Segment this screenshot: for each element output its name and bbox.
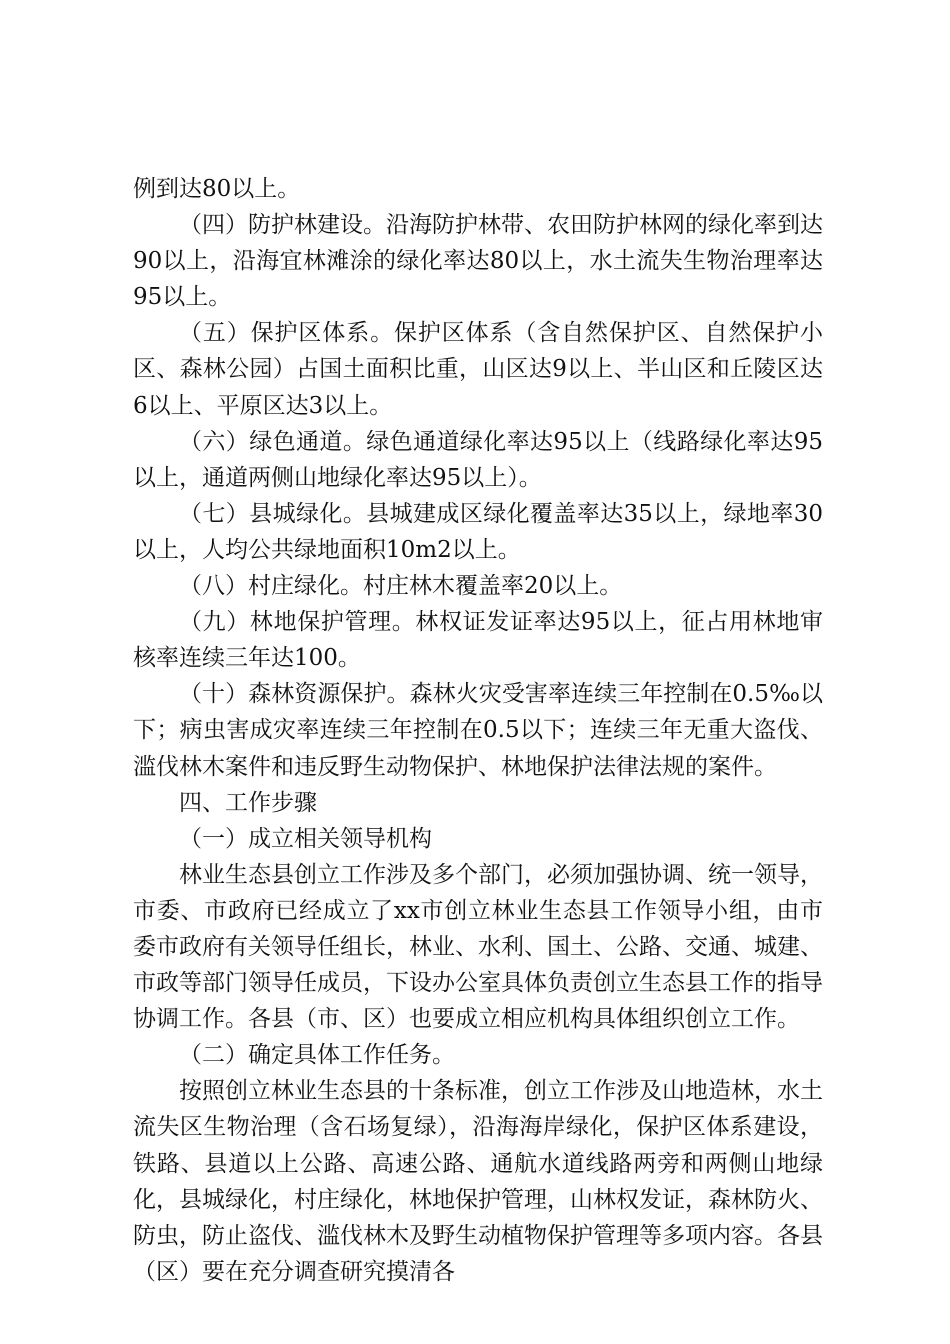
body-paragraph: （二）确定具体工作任务。: [179, 1042, 455, 1069]
body-paragraph: （十）森林资源保护。森林火灾受害率连续三年控制在0.5‰以下；病虫害成灾率连续三年控制在0.5以下；连续三年无重大盗伐、滥伐林木案件和违反野生动物保护、林地保护法律法规的案件。: [133, 681, 823, 780]
body-paragraph: （七）县城绿化。县城建成区绿化覆盖率达35以上，绿地率30以上，人均公共绿地面积10m2以上。: [133, 500, 823, 563]
body-paragraph: 四、工作步骤: [179, 789, 317, 816]
body-paragraph: （一）成立相关领导机构: [179, 825, 432, 852]
body-paragraph: （九）林地保护管理。林权证发证率达95以上，征占用林地审核率连续三年达100。: [133, 609, 823, 672]
body-paragraph: （八）村庄绿化。村庄林木覆盖率20以上。: [179, 573, 623, 600]
body-paragraph: 按照创立林业生态县的十条标准，创立工作涉及山地造林，水土流失区生物治理（含石场复绿），沿海海岸绿化，保护区体系建设，铁路、县道以上公路、高速公路、通航水道线路两旁和两侧山地绿化，县城绿化，村庄绿化，林地保护管理，山林权发证，森林防火、防虫，防止盗伐、滥伐林木及野生动植物保护管理等多项内容。各县（区）要在充分调查研究摸清各: [133, 1078, 823, 1285]
body-paragraph: 例到达80以上。: [133, 176, 301, 202]
body-paragraph: （六）绿色通道。绿色通道绿化率达95以上（线路绿化率达95以上，通道两侧山地绿化率达95以上）。: [133, 428, 823, 491]
body-paragraph: 林业生态县创立工作涉及多个部门，必须加强协调、统一领导，市委、市政府已经成立了xx市创立林业生态县工作领导小组，由市委市政府有关领导任组长，林业、水利、国土、公路、交通、城建、市政等部门领导任成员，下设办公室具体负责创立生态县工作的指导协调工作。各县（市、区）也要成立相应机构具体组织创立工作。: [133, 861, 823, 1033]
document-body: [133, 171, 823, 1290]
body-paragraph: （五）保护区体系。保护区体系（含自然保护区、自然保护小区、森林公园）占国土面积比重，山区达9以上、半山区和丘陵区达6以上、平原区达3以上。: [133, 320, 823, 419]
body-paragraph: （四）防护林建设。沿海防护林带、农田防护林网的绿化率到达90以上，沿海宜林滩涂的绿化率达80以上，水土流失生物治理率达95以上。: [133, 212, 823, 311]
